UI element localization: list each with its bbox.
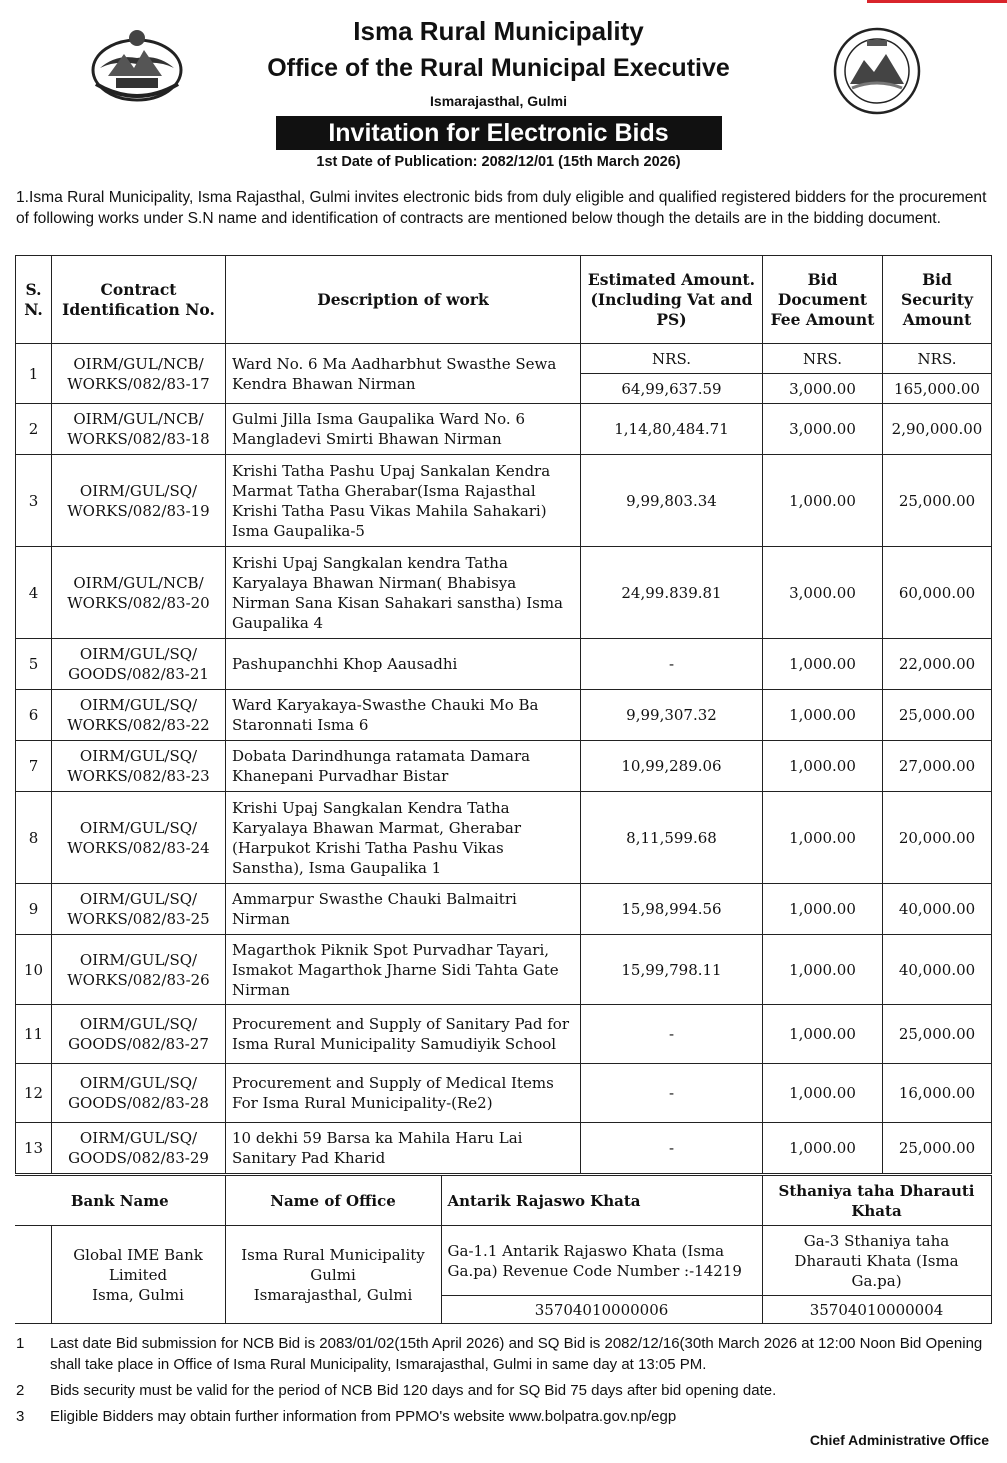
table-row [16,455,992,547]
cell-amount: - [581,1064,763,1123]
currency-label: NRS. [581,344,763,374]
cell-sn: 2 [16,404,52,455]
office-location: Ismarajasthal, Gulmi [430,93,567,109]
cell-security: 25,000.00 [883,690,992,741]
col-header-revenue: Antarik Rajaswo Khata [441,1176,762,1226]
cell-fee: 1,000.00 [763,690,883,741]
cell-amount: - [581,1123,763,1174]
cell-security: 25,000.00 [883,455,992,547]
publication-date: 1st Date of Publication: 2082/12/01 (15th March 2026) [316,154,681,170]
bank-line: Limited [108,1265,168,1284]
note-text: Eligible Bidders may obtain further information from PPMO's website www.bolpatra.gov.np/egp [50,1408,677,1425]
col-header-amount: Estimated Amount. (Including Vat and PS) [581,256,763,344]
cell-contract: OIRM/GUL/SQ/ WORKS/082/83-24 [52,792,226,884]
bank-header-row [15,1176,991,1226]
cell-security: 27,000.00 [883,741,992,792]
cell-deposit-desc: Ga-3 Sthaniya taha Dharauti Khata (Isma Ga.pa) [762,1226,991,1296]
cell-security: 22,000.00 [883,639,992,690]
bank-line: Isma, Gulmi [92,1285,184,1304]
cell-fee: 1,000.00 [763,1005,883,1064]
cell-description: Ward Karyakaya-Swasthe Chauki Mo Ba Staronnati Isma 6 [226,690,581,741]
cell-security: 40,000.00 [883,884,992,935]
cell-contract: OIRM/GUL/SQ/ WORKS/082/83-23 [52,741,226,792]
office-line: Ismarajasthal, Gulmi [253,1285,413,1304]
note-text: Bids security must be valid for the period of NCB Bid 120 days and for SQ Bid 75 days after bid opening date. [50,1382,777,1399]
cell-description: Gulmi Jilla Isma Gaupalika Ward No. 6 Mangladevi Smirti Bhawan Nirman [226,404,581,455]
cell-description: Magarthok Piknik Spot Purvadhar Tayari, Ismakot Magarthok Jharne Sidi Tahta Gate Nirman [226,935,581,1005]
col-header-description: Description of work [226,256,581,344]
cell-contract: OIRM/GUL/NCB/ WORKS/082/83-18 [52,404,226,455]
col-header-bank: Bank Name [15,1176,225,1226]
cell-description: Krishi Tatha Pashu Upaj Sankalan Kendra Marmat Tatha Gherabar(Isma Rajasthal Krishi Tatha Pasu Vikas Mahila Sahakari) Isma Gaupalika-5 [226,455,581,547]
table-header-row [16,256,992,344]
cell-fee: 3,000.00 [763,374,883,404]
col-header-sn: S. N. [16,256,52,344]
cell-sn: 13 [16,1123,52,1174]
cell-security: 165,000.00 [883,374,992,404]
notes-list [16,1333,991,1432]
cell-contract: OIRM/GUL/SQ/ WORKS/082/83-22 [52,690,226,741]
bids-table [15,255,992,1174]
cell-fee: 3,000.00 [763,404,883,455]
table-row [16,1064,992,1123]
cell-description: Procurement and Supply of Sanitary Pad for Isma Rural Municipality Samudiyik School [226,1005,581,1064]
cell-revenue-account: 35704010000006 [441,1296,762,1324]
cell-sn: 7 [16,741,52,792]
signoff: Chief Administrative Office [809,1432,989,1448]
table-row [16,741,992,792]
table-row [16,690,992,741]
cell-security: 60,000.00 [883,547,992,639]
table-row [16,547,992,639]
note-item [16,1333,991,1375]
cell-contract: OIRM/GUL/SQ/ GOODS/082/83-27 [52,1005,226,1064]
cell-sn: 5 [16,639,52,690]
cell-amount: 10,99,289.06 [581,741,763,792]
cell-fee: 1,000.00 [763,792,883,884]
table-row [16,404,992,455]
cell-sn: 9 [16,884,52,935]
bank-row [15,1226,991,1296]
table-row [16,1005,992,1064]
cell-sn: 1 [16,344,52,404]
cell-fee: 1,000.00 [763,1123,883,1174]
cell-description: Ward No. 6 Ma Aadharbhut Swasthe Sewa Kendra Bhawan Nirman [226,344,581,404]
table-row [16,1123,992,1174]
cell-contract: OIRM/GUL/SQ/ GOODS/082/83-29 [52,1123,226,1174]
cell-fee: 1,000.00 [763,1064,883,1123]
table-row [16,344,992,374]
cell-security: 25,000.00 [883,1005,992,1064]
cell-sn: 3 [16,455,52,547]
org-name: Isma Rural Municipality [353,16,644,46]
cell-amount: 9,99,307.32 [581,690,763,741]
cell-security: 2,90,000.00 [883,404,992,455]
col-header-contract: Contract Identification No. [52,256,226,344]
cell-sn: 12 [16,1064,52,1123]
col-header-deposit: Sthaniya taha Dharauti Khata [762,1176,991,1226]
cell-contract: OIRM/GUL/NCB/ WORKS/082/83-17 [52,344,226,404]
cell-contract: OIRM/GUL/SQ/ WORKS/082/83-25 [52,884,226,935]
office-line: Gulmi [310,1265,356,1284]
notice-header [0,14,1007,174]
cell-sn: 11 [16,1005,52,1064]
bank-accounts-table [15,1175,992,1324]
cell-sn: 6 [16,690,52,741]
note-text: Last date Bid submission for NCB Bid is 2083/01/02(15th April 2026) and SQ Bid is 2082/12/16(30th March 2026 at 12:00 Noon Bid Opening shall take place in Office of Isma Rural Municipality, Ismarajasthal, Gulmi in same day at 13:05 PM. [50,1335,983,1373]
cell-revenue-desc: Ga-1.1 Antarik Rajaswo Khata (Isma Ga.pa) Revenue Code Number :-14219 [441,1226,762,1296]
cell-fee: 1,000.00 [763,741,883,792]
col-header-office: Name of Office [225,1176,441,1226]
cell-description: 10 dekhi 59 Barsa ka Mahila Haru Lai Sanitary Pad Kharid [226,1123,581,1174]
note-number: 3 [16,1408,25,1425]
note-item [16,1406,991,1427]
office-name: Office of the Rural Municipal Executive [267,54,730,82]
cell-description: Pashupanchhi Khop Aausadhi [226,639,581,690]
cell-contract: OIRM/GUL/SQ/ GOODS/082/83-21 [52,639,226,690]
cell-description: Dobata Darindhunga ratamata Damara Khanepani Purvadhar Bistar [226,741,581,792]
cell-sn: 4 [16,547,52,639]
office-line: Isma Rural Municipality [241,1245,425,1264]
note-number: 2 [16,1382,25,1399]
cell-contract: OIRM/GUL/SQ/ WORKS/082/83-19 [52,455,226,547]
cell-amount: 8,11,599.68 [581,792,763,884]
cell-amount: - [581,639,763,690]
cell-description: Ammarpur Swasthe Chauki Balmaitri Nirman [226,884,581,935]
cell-security: 40,000.00 [883,935,992,1005]
currency-label: NRS. [883,344,992,374]
bank-line: Global IME Bank [73,1245,203,1264]
cell-contract: OIRM/GUL/NCB/ WORKS/082/83-20 [52,547,226,639]
cell-fee: 1,000.00 [763,455,883,547]
cell-description: Krishi Upaj Sangkalan kendra Tatha Karyalaya Bhawan Nirman( Bhabisya Nirman Sana Kisan Sahakari sanstha) Isma Gaupalika 4 [226,547,581,639]
cell-description: Krishi Upaj Sangkalan Kendra Tatha Karyalaya Bhawan Marmat, Gherabar (Harpukot Krishi Tatha Pashu Vikas Sanstha), Isma Gaupalika 1 [226,792,581,884]
cell-sn: 10 [16,935,52,1005]
table-row [16,792,992,884]
cell-contract: OIRM/GUL/SQ/ WORKS/082/83-26 [52,935,226,1005]
cell-description: Procurement and Supply of Medical Items For Isma Rural Municipality-(Re2) [226,1064,581,1123]
cell-amount: 9,99,803.34 [581,455,763,547]
cell-office-name [225,1226,441,1324]
top-accent-bar [867,0,1007,3]
cell-security: 25,000.00 [883,1123,992,1174]
cell-amount: 15,99,798.11 [581,935,763,1005]
cell-bank-name [51,1226,225,1324]
cell-fee: 1,000.00 [763,884,883,935]
cell-amount: 15,98,994.56 [581,884,763,935]
col-header-security: Bid Security Amount [883,256,992,344]
cell-amount: 64,99,637.59 [581,374,763,404]
notice-title: Invitation for Electronic Bids [276,116,722,150]
cell-security: 20,000.00 [883,792,992,884]
cell-fee: 1,000.00 [763,935,883,1005]
cell-sn: 8 [16,792,52,884]
table-row [16,639,992,690]
table-row [16,935,992,1005]
cell-amount: 1,14,80,484.71 [581,404,763,455]
cell-security: 16,000.00 [883,1064,992,1123]
note-number: 1 [16,1335,25,1352]
cell-fee: 1,000.00 [763,639,883,690]
col-header-fee: Bid Document Fee Amount [763,256,883,344]
cell-contract: OIRM/GUL/SQ/ GOODS/082/83-28 [52,1064,226,1123]
blank-cell [15,1226,51,1324]
table-row [16,884,992,935]
cell-fee: 3,000.00 [763,547,883,639]
note-item [16,1380,991,1401]
intro-paragraph: 1.Isma Rural Municipality, Isma Rajasthal, Gulmi invites electronic bids from duly eligible and qualified registered bidders for the procurement of following works under S.N name and identification of contracts are mentioned below though the details are in the bidding document. [16,189,987,227]
currency-label: NRS. [763,344,883,374]
cell-amount: - [581,1005,763,1064]
cell-deposit-account: 35704010000004 [762,1296,991,1324]
cell-amount: 24,99.839.81 [581,547,763,639]
